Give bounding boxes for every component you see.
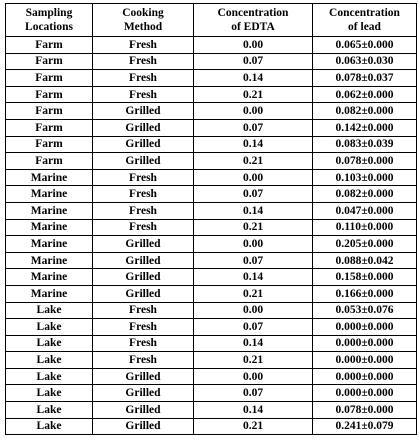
table-row bbox=[6, 252, 417, 269]
cell-sampling-location: Marine bbox=[6, 169, 93, 186]
cell-lead-concentration: 0.166±0.000 bbox=[313, 285, 417, 302]
header-line: Concentration bbox=[217, 7, 289, 19]
table-row bbox=[6, 418, 417, 435]
header-line: Method bbox=[123, 21, 163, 33]
cell-cooking-method: Fresh bbox=[93, 70, 194, 87]
cell-lead-concentration: 0.158±0.000 bbox=[313, 269, 417, 286]
cell-cooking-method: Grilled bbox=[93, 103, 194, 120]
cell-lead-concentration: 0.063±0.030 bbox=[313, 53, 417, 70]
cell-sampling-location: Marine bbox=[6, 285, 93, 302]
cell-lead-concentration: 0.241±0.079 bbox=[313, 418, 417, 435]
cell-edta-concentration: 0.21 bbox=[194, 352, 313, 369]
table-row bbox=[6, 186, 417, 203]
cell-sampling-location: Marine bbox=[6, 186, 93, 203]
cell-cooking-method: Grilled bbox=[93, 269, 194, 286]
table-row bbox=[6, 119, 417, 136]
cell-edta-concentration: 0.00 bbox=[194, 236, 313, 253]
table-row bbox=[6, 368, 417, 385]
cell-sampling-location: Marine bbox=[6, 219, 93, 236]
header-line: of lead bbox=[348, 21, 381, 33]
cell-cooking-method: Grilled bbox=[93, 153, 194, 170]
cell-cooking-method: Grilled bbox=[93, 368, 194, 385]
cell-edta-concentration: 0.21 bbox=[194, 219, 313, 236]
cell-sampling-location: Farm bbox=[6, 119, 93, 136]
cell-cooking-method: Fresh bbox=[93, 219, 194, 236]
table-row bbox=[6, 269, 417, 286]
cell-cooking-method: Grilled bbox=[93, 385, 194, 402]
table-row bbox=[6, 37, 417, 54]
cell-cooking-method: Grilled bbox=[93, 402, 194, 419]
cell-lead-concentration: 0.078±0.037 bbox=[313, 70, 417, 87]
cell-edta-concentration: 0.07 bbox=[194, 385, 313, 402]
header-line: Cooking bbox=[122, 7, 164, 19]
cell-sampling-location: Lake bbox=[6, 302, 93, 319]
cell-sampling-location: Farm bbox=[6, 37, 93, 54]
table-body bbox=[6, 37, 417, 435]
cell-cooking-method: Fresh bbox=[93, 53, 194, 70]
cell-sampling-location: Lake bbox=[6, 352, 93, 369]
cell-edta-concentration: 0.07 bbox=[194, 319, 313, 336]
cell-lead-concentration: 0.103±0.000 bbox=[313, 169, 417, 186]
header-line: Concentration bbox=[329, 7, 400, 19]
cell-edta-concentration: 0.21 bbox=[194, 418, 313, 435]
cell-lead-concentration: 0.000±0.000 bbox=[313, 335, 417, 352]
cell-sampling-location: Farm bbox=[6, 103, 93, 120]
cell-sampling-location: Farm bbox=[6, 70, 93, 87]
table-row bbox=[6, 53, 417, 70]
cell-lead-concentration: 0.082±0.000 bbox=[313, 103, 417, 120]
table-row bbox=[6, 169, 417, 186]
header-line: Locations bbox=[25, 21, 73, 33]
cell-cooking-method: Fresh bbox=[93, 37, 194, 54]
table-row bbox=[6, 70, 417, 87]
cell-sampling-location: Marine bbox=[6, 236, 93, 253]
table-row bbox=[6, 319, 417, 336]
table-row bbox=[6, 236, 417, 253]
cell-cooking-method: Grilled bbox=[93, 285, 194, 302]
cell-sampling-location: Marine bbox=[6, 269, 93, 286]
header-row bbox=[6, 4, 417, 37]
cell-sampling-location: Lake bbox=[6, 319, 93, 336]
cell-edta-concentration: 0.07 bbox=[194, 53, 313, 70]
cell-sampling-location: Farm bbox=[6, 136, 93, 153]
cell-sampling-location: Lake bbox=[6, 368, 93, 385]
cell-edta-concentration: 0.14 bbox=[194, 70, 313, 87]
cell-edta-concentration: 0.00 bbox=[194, 37, 313, 54]
cell-lead-concentration: 0.000±0.000 bbox=[313, 319, 417, 336]
cell-sampling-location: Lake bbox=[6, 385, 93, 402]
header-sampling-locations bbox=[6, 4, 93, 37]
cell-cooking-method: Fresh bbox=[93, 169, 194, 186]
cell-cooking-method: Grilled bbox=[93, 119, 194, 136]
cell-edta-concentration: 0.14 bbox=[194, 402, 313, 419]
cell-sampling-location: Farm bbox=[6, 86, 93, 103]
cell-lead-concentration: 0.078±0.000 bbox=[313, 153, 417, 170]
cell-cooking-method: Fresh bbox=[93, 86, 194, 103]
cell-sampling-location: Farm bbox=[6, 53, 93, 70]
header-line: Sampling bbox=[25, 7, 73, 19]
table-row bbox=[6, 202, 417, 219]
table-row bbox=[6, 153, 417, 170]
table-row bbox=[6, 136, 417, 153]
table-header bbox=[6, 4, 417, 37]
table-row bbox=[6, 86, 417, 103]
cell-lead-concentration: 0.078±0.000 bbox=[313, 402, 417, 419]
cell-lead-concentration: 0.065±0.000 bbox=[313, 37, 417, 54]
cell-sampling-location: Farm bbox=[6, 153, 93, 170]
cell-edta-concentration: 0.14 bbox=[194, 269, 313, 286]
cell-lead-concentration: 0.082±0.000 bbox=[313, 186, 417, 203]
table-row bbox=[6, 385, 417, 402]
cell-lead-concentration: 0.110±0.000 bbox=[313, 219, 417, 236]
cell-lead-concentration: 0.000±0.000 bbox=[313, 352, 417, 369]
cell-cooking-method: Fresh bbox=[93, 352, 194, 369]
cell-cooking-method: Grilled bbox=[93, 236, 194, 253]
cell-edta-concentration: 0.07 bbox=[194, 119, 313, 136]
cell-cooking-method: Fresh bbox=[93, 186, 194, 203]
cell-lead-concentration: 0.000±0.000 bbox=[313, 385, 417, 402]
cell-edta-concentration: 0.21 bbox=[194, 285, 313, 302]
table-row bbox=[6, 302, 417, 319]
cell-cooking-method: Fresh bbox=[93, 302, 194, 319]
cell-sampling-location: Lake bbox=[6, 418, 93, 435]
table-row bbox=[6, 219, 417, 236]
cell-lead-concentration: 0.047±0.000 bbox=[313, 202, 417, 219]
header-line: of EDTA bbox=[231, 21, 275, 33]
table-row bbox=[6, 285, 417, 302]
header-cooking-method bbox=[93, 4, 194, 37]
cell-lead-concentration: 0.053±0.076 bbox=[313, 302, 417, 319]
cell-cooking-method: Fresh bbox=[93, 202, 194, 219]
cell-cooking-method: Grilled bbox=[93, 252, 194, 269]
cell-cooking-method: Fresh bbox=[93, 335, 194, 352]
table-row bbox=[6, 402, 417, 419]
cell-edta-concentration: 0.14 bbox=[194, 136, 313, 153]
cell-edta-concentration: 0.00 bbox=[194, 302, 313, 319]
cell-edta-concentration: 0.21 bbox=[194, 153, 313, 170]
cell-sampling-location: Lake bbox=[6, 335, 93, 352]
header-concentration-edta bbox=[194, 4, 313, 37]
cell-lead-concentration: 0.062±0.000 bbox=[313, 86, 417, 103]
cell-cooking-method: Grilled bbox=[93, 136, 194, 153]
header-concentration-lead bbox=[313, 4, 417, 37]
cell-lead-concentration: 0.088±0.042 bbox=[313, 252, 417, 269]
cell-edta-concentration: 0.14 bbox=[194, 202, 313, 219]
table-row bbox=[6, 335, 417, 352]
cell-lead-concentration: 0.000±0.000 bbox=[313, 368, 417, 385]
cell-cooking-method: Grilled bbox=[93, 418, 194, 435]
cell-sampling-location: Marine bbox=[6, 252, 93, 269]
cell-edta-concentration: 0.07 bbox=[194, 252, 313, 269]
table-row bbox=[6, 352, 417, 369]
cell-edta-concentration: 0.00 bbox=[194, 368, 313, 385]
cell-edta-concentration: 0.07 bbox=[194, 186, 313, 203]
cell-edta-concentration: 0.00 bbox=[194, 103, 313, 120]
cell-lead-concentration: 0.205±0.000 bbox=[313, 236, 417, 253]
cell-sampling-location: Lake bbox=[6, 402, 93, 419]
cell-sampling-location: Marine bbox=[6, 202, 93, 219]
cell-edta-concentration: 0.14 bbox=[194, 335, 313, 352]
cell-cooking-method: Fresh bbox=[93, 319, 194, 336]
cell-edta-concentration: 0.21 bbox=[194, 86, 313, 103]
cell-lead-concentration: 0.083±0.039 bbox=[313, 136, 417, 153]
table-container bbox=[5, 3, 416, 435]
lead-concentration-table bbox=[5, 3, 417, 435]
cell-edta-concentration: 0.00 bbox=[194, 169, 313, 186]
table-row bbox=[6, 103, 417, 120]
cell-lead-concentration: 0.142±0.000 bbox=[313, 119, 417, 136]
